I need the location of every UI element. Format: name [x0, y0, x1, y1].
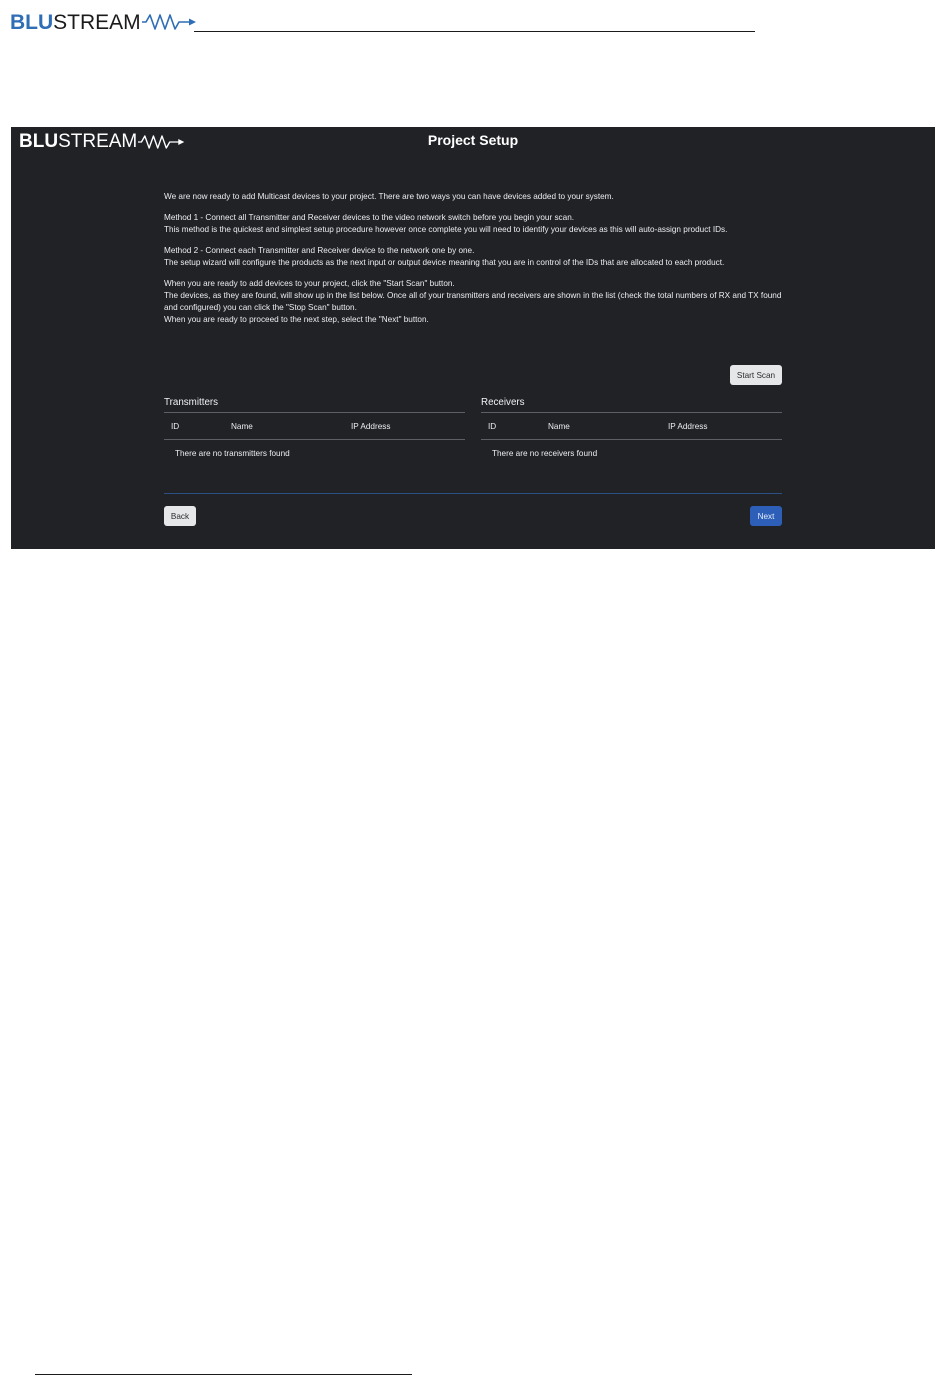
intro-line: When you are ready to add devices to your project, click the "Start Scan" button.	[164, 279, 455, 288]
back-button[interactable]: Back	[164, 506, 196, 526]
transmitters-empty-message: There are no transmitters found	[175, 449, 290, 458]
transmitters-table-header	[164, 413, 465, 440]
logo-text-regular: STREAM	[53, 10, 141, 34]
logo-text-bold: BLU	[10, 10, 54, 34]
receivers-panel	[481, 395, 782, 458]
column-header-ip-address: IP Address	[668, 422, 708, 431]
next-button[interactable]: Next	[750, 506, 782, 526]
intro-line: We are now ready to add Multicast devices to your project. There are two ways you can have devices added to your system.	[164, 192, 614, 201]
footer-rule	[35, 1374, 412, 1375]
intro-line: The setup wizard will configure the products as the next input or output device meaning that you are in control of the IDs that are allocated to each product.	[164, 258, 725, 267]
start-scan-button[interactable]: Start Scan	[730, 365, 782, 385]
header-rule	[194, 31, 755, 32]
intro-text	[164, 191, 784, 335]
app-logo-text-bold: BLU	[19, 131, 59, 152]
intro-paragraph	[164, 191, 784, 203]
footer-divider	[164, 493, 782, 494]
method-1-paragraph	[164, 212, 784, 236]
intro-line: Method 1 - Connect all Transmitter and Receiver devices to the video network switch before you begin your scan.	[164, 213, 575, 222]
transmitters-title: Transmitters	[164, 395, 465, 413]
blustream-logo	[10, 12, 198, 33]
receivers-table-header	[481, 413, 782, 440]
column-header-id: ID	[488, 422, 497, 431]
document-header	[10, 10, 198, 34]
app-logo-text-regular: STREAM	[58, 131, 138, 152]
intro-line: When you are ready to proceed to the next step, select the "Next" button.	[164, 315, 429, 324]
column-header-name: Name	[548, 422, 570, 431]
intro-line: The devices, as they are found, will show up in the list below. Once all of your transmitters and receivers are shown in the list (check the total numbers of RX and TX found and configured) you can click the "Stop Scan" button.	[164, 291, 782, 312]
method-2-paragraph	[164, 245, 784, 269]
page-title: Project Setup	[427, 132, 519, 148]
intro-line: This method is the quickest and simplest setup procedure however once complete you will need to identify your devices as this will auto-assign product IDs.	[164, 225, 728, 234]
transmitters-panel	[164, 395, 465, 458]
column-header-ip-address: IP Address	[351, 422, 391, 431]
project-setup-window	[11, 127, 935, 549]
instructions-paragraph	[164, 278, 784, 326]
receivers-title: Receivers	[481, 395, 782, 413]
intro-line: Method 2 - Connect each Transmitter and Receiver device to the network one by one.	[164, 246, 475, 255]
column-header-name: Name	[231, 422, 253, 431]
receivers-empty-message: There are no receivers found	[492, 449, 598, 458]
signal-wave-arrow-icon	[142, 12, 198, 32]
column-header-id: ID	[171, 422, 180, 431]
